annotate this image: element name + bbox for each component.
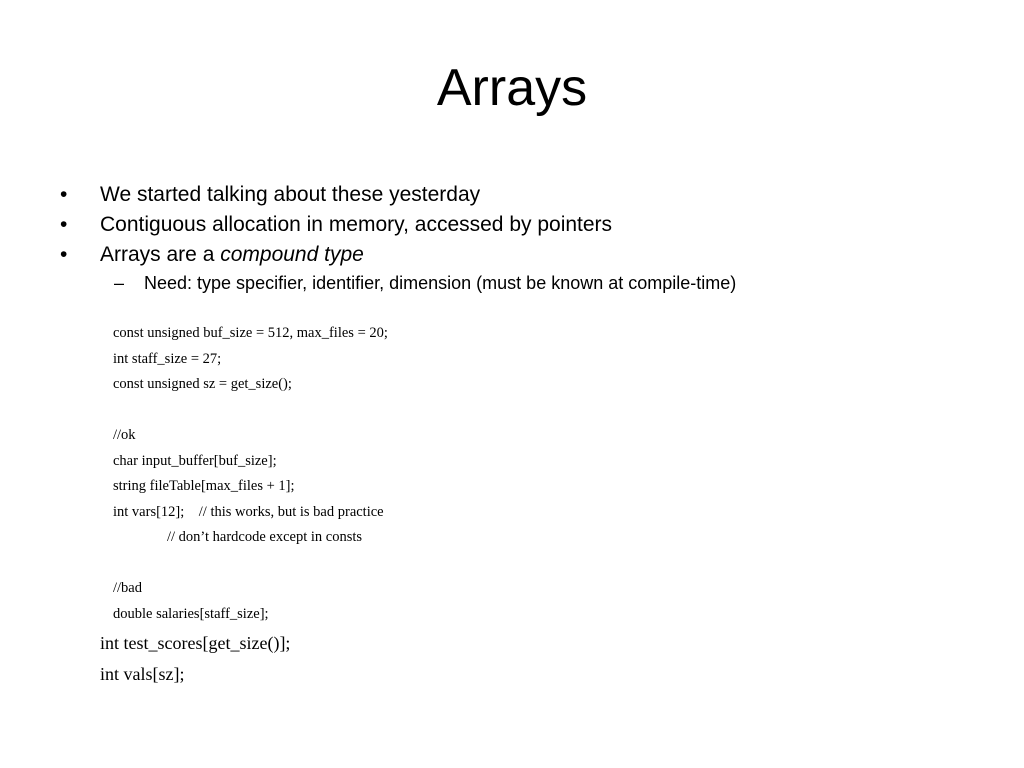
code-line: // don’t hardcode except in consts xyxy=(167,529,363,545)
code-line: int vars[12]; // this works, but is bad practice xyxy=(113,503,384,520)
sub-bullet-item xyxy=(58,270,998,296)
bullet-marker: • xyxy=(60,183,68,206)
code-line: const unsigned buf_size = 512, max_files = 20; xyxy=(113,325,388,341)
bullet-item xyxy=(58,240,998,270)
bullet-text: Contiguous allocation in memory, accessed by pointers xyxy=(100,213,613,236)
code-line: //bad xyxy=(113,580,142,596)
large-code-line: int vals[sz]; xyxy=(100,664,185,684)
bullet-text: We started talking about these yesterday xyxy=(100,183,481,206)
bullet-item xyxy=(58,180,998,210)
code-line: char input_buffer[buf_size]; xyxy=(113,452,277,469)
sub-bullet-marker: – xyxy=(114,273,125,293)
slide-title: Arrays xyxy=(436,59,588,117)
code-line: int staff_size = 27; xyxy=(113,350,222,367)
bullet-marker: • xyxy=(60,213,68,236)
large-code-block xyxy=(100,628,290,690)
code-line: string fileTable[max_files + 1]; xyxy=(113,478,295,494)
sub-bullet-text: Need: type specifier, identifier, dimension (must be known at compile-time) xyxy=(144,273,737,293)
code-line: //ok xyxy=(113,427,136,443)
large-code-line: int test_scores[get_size()]; xyxy=(100,633,291,653)
code-line-blank xyxy=(113,398,388,424)
bullet-list xyxy=(58,180,998,296)
bullet-marker: • xyxy=(60,243,68,266)
bullet-text-emphasis: compound type xyxy=(220,243,364,266)
code-line: const unsigned sz = get_size(); xyxy=(113,376,292,392)
bullet-item xyxy=(58,210,998,240)
code-line: double salaries[staff_size]; xyxy=(113,605,269,622)
code-line-blank xyxy=(113,551,388,577)
code-block xyxy=(113,321,388,627)
bullet-text-prefix: Arrays are a xyxy=(100,243,221,266)
